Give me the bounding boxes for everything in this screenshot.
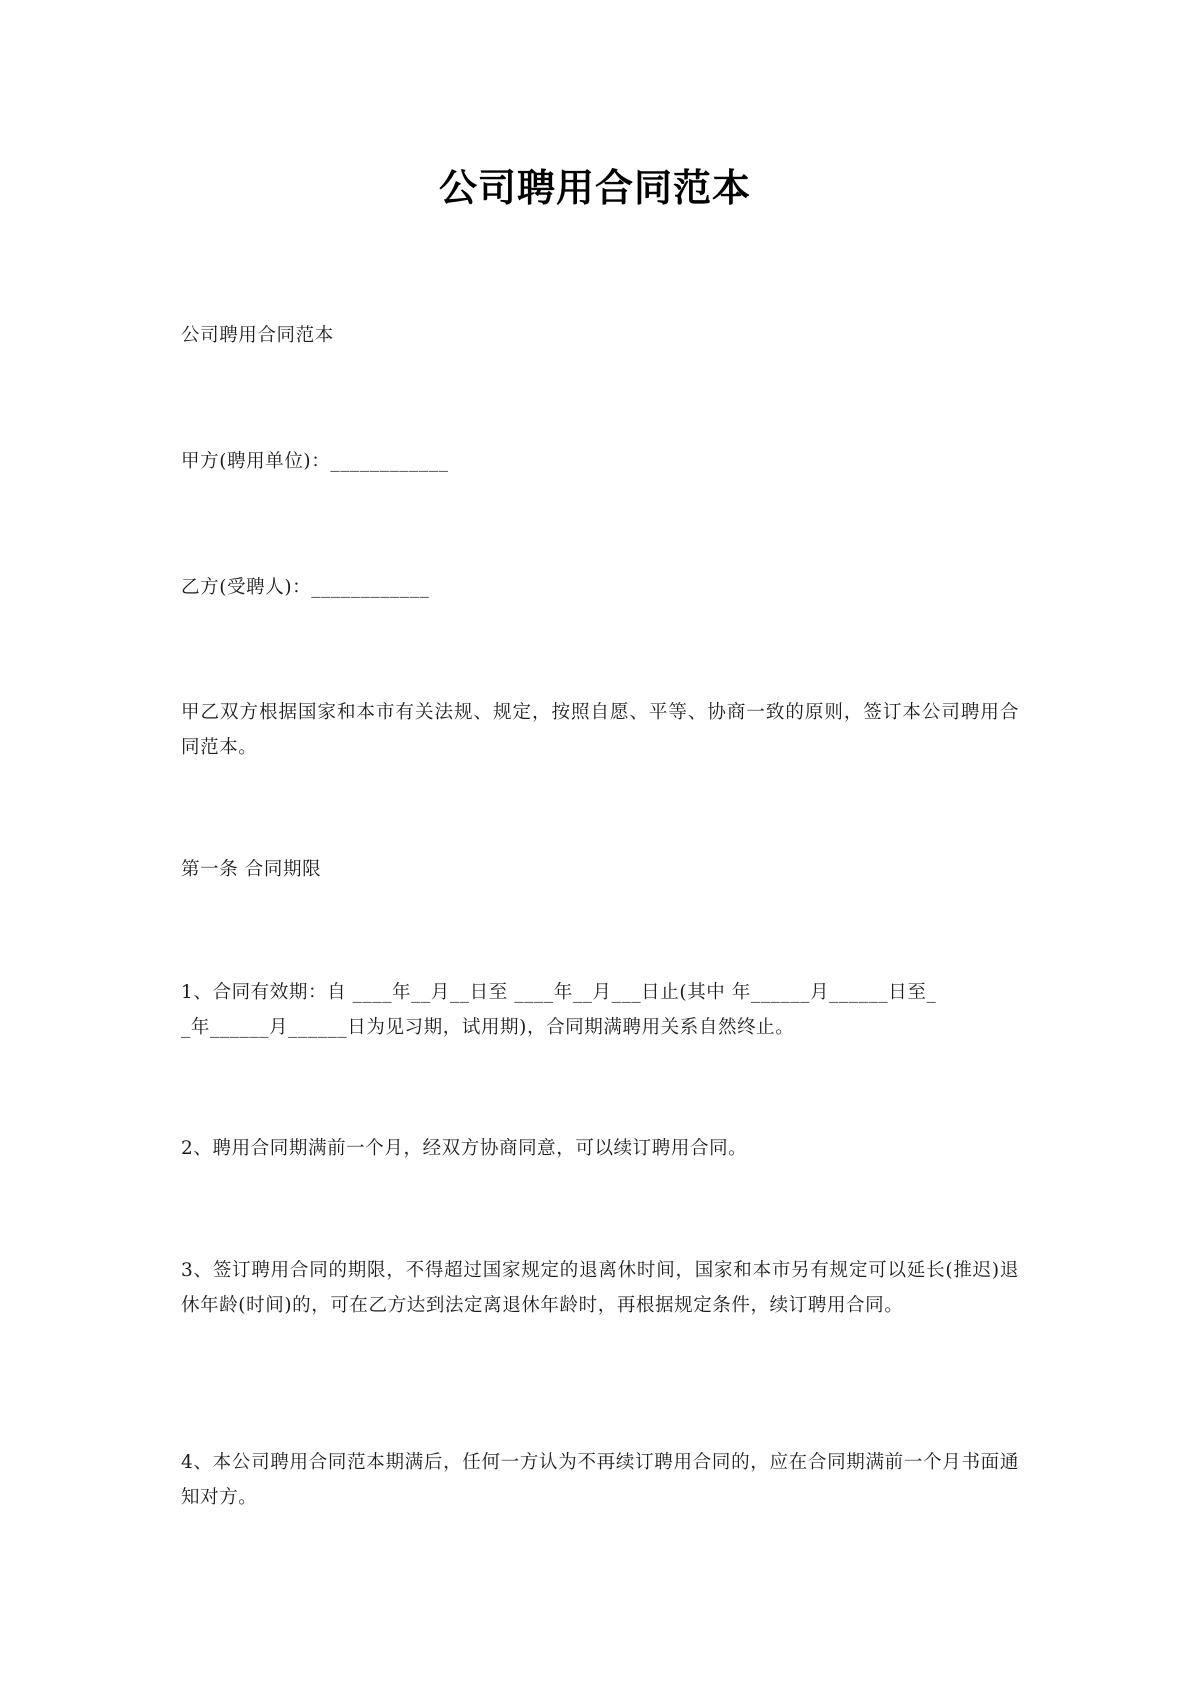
party-a-blank: ____________ xyxy=(330,451,449,472)
clause-2: 2、聘用合同期满前一个月，经双方协商同意，可以续订聘用合同。 xyxy=(181,1138,748,1159)
party-a-label: 甲方(聘用单位)： xyxy=(181,451,331,472)
preamble-paragraph: 甲乙双方根据国家和本市有关法规、规定，按照自愿、平等、协商一致的原则，签订本公司聘用合同范本。 xyxy=(181,702,1019,758)
document-title: 公司聘用合同范本 xyxy=(438,166,751,210)
article-1-heading: 第一条 合同期限 xyxy=(181,859,322,880)
party-b-label: 乙方(受聘人)： xyxy=(181,577,312,598)
party-a-line xyxy=(181,444,1019,479)
clause-3: 3、签订聘用合同的期限，不得超过国家规定的退离休时间，国家和本市另有规定可以延长(推迟)退休年龄(时间)的，可在乙方达到法定离退休年龄时，再根据规定条件，续订聘用合同。 xyxy=(181,1260,1019,1316)
document-subtitle: 公司聘用合同范本 xyxy=(181,325,334,346)
party-b-blank: ____________ xyxy=(311,577,430,598)
party-b-line xyxy=(181,570,1019,605)
clause-4: 4、本公司聘用合同范本期满后，任何一方认为不再续订聘用合同的，应在合同期满前一个月书面通知对方。 xyxy=(181,1452,1019,1508)
clause-1-line-2: _年______月______日为见习期，试用期)，合同期满聘用关系自然终止。 xyxy=(181,1017,795,1038)
clause-1-line-1: 1、合同有效期：自 ____年__月__日至 ____年__月___日止(其中 年______月______日至_ xyxy=(181,982,937,1003)
